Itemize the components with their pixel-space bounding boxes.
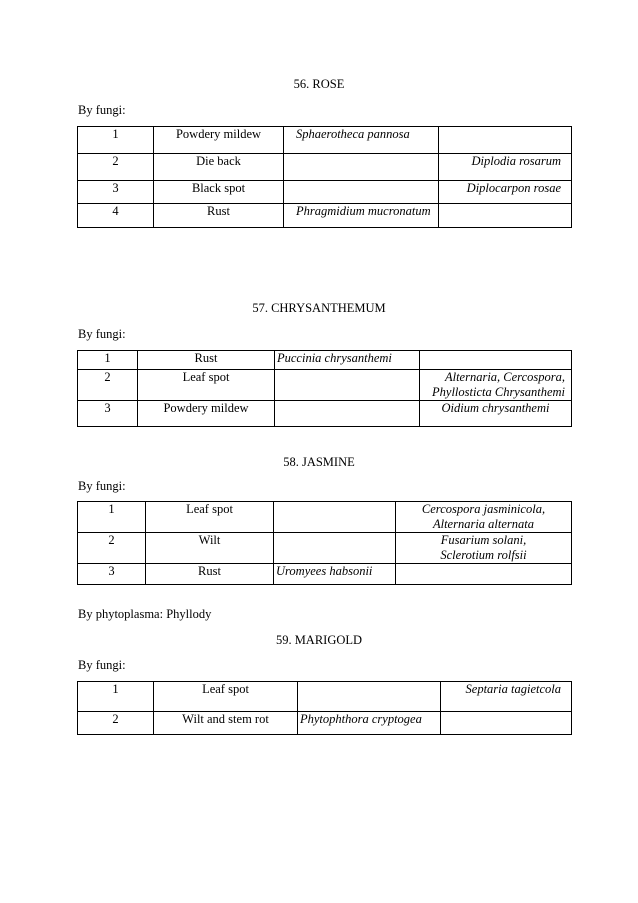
disease-name: Wilt (146, 533, 274, 564)
pathogen-name (284, 181, 439, 204)
table-row (78, 502, 572, 533)
table-row (78, 204, 572, 228)
row-number: 1 (78, 351, 138, 370)
disease-name: Rust (146, 564, 274, 585)
pathogen-name (439, 127, 572, 154)
pathogen-name: Alternaria, Cercospora, (444, 370, 565, 384)
pathogen-name: Sclerotium rolfsii (440, 548, 527, 562)
marigold-disease-table (77, 681, 572, 735)
pathogen-name (274, 502, 396, 533)
pathogen-name: Oidium chrysanthemi (420, 401, 572, 427)
pathogen-name: Septaria tagietcola (441, 682, 572, 712)
pathogen-name: Sphaerotheca pannosa (284, 127, 439, 154)
pathogen-name: Puccinia chrysanthemi (275, 351, 420, 370)
row-number: 2 (78, 370, 138, 401)
section-heading-marigold: 59. MARIGOLD (275, 633, 363, 647)
by-fungi-label-marigold: By fungi: (78, 658, 126, 672)
by-phytoplasma-label: By phytoplasma: Phyllody (78, 607, 212, 621)
row-number: 2 (78, 533, 146, 564)
pathogen-name: Phragmidium mucronatum (284, 204, 439, 228)
pathogen-name: Phyllosticta Chrysanthemi (432, 385, 565, 399)
section-heading-jasmine: 58. JASMINE (283, 455, 355, 469)
pathogen-name: Phytophthora cryptogea (298, 712, 441, 735)
pathogen-name (274, 533, 396, 564)
disease-name: Powdery mildew (138, 401, 275, 427)
by-fungi-label-jasmine: By fungi: (78, 479, 126, 493)
table-row (78, 564, 572, 585)
pathogen-name (275, 370, 420, 401)
row-number: 4 (78, 204, 154, 228)
pathogen-name: Alternaria alternata (432, 517, 535, 531)
disease-name: Leaf spot (146, 502, 274, 533)
pathogen-name: Diplodia rosarum (439, 154, 572, 181)
row-number: 3 (78, 401, 138, 427)
section-heading-rose: 56. ROSE (293, 77, 345, 91)
row-number: 1 (78, 502, 146, 533)
disease-name: Black spot (154, 181, 284, 204)
rose-disease-table (77, 126, 572, 228)
disease-name: Powdery mildew (154, 127, 284, 154)
pathogen-name (275, 401, 420, 427)
disease-name: Die back (154, 154, 284, 181)
row-number: 1 (78, 127, 154, 154)
row-number: 2 (78, 712, 154, 735)
pathogen-name (439, 204, 572, 228)
chrysanthemum-disease-table (77, 350, 572, 427)
pathogen-name (420, 351, 572, 370)
pathogen-name: Uromyees habsonii (274, 564, 396, 585)
pathogen-name (396, 564, 572, 585)
disease-name: Leaf spot (154, 682, 298, 712)
disease-name: Leaf spot (138, 370, 275, 401)
section-heading-chrysanthemum: 57. CHRYSANTHEMUM (252, 301, 386, 315)
row-number: 1 (78, 682, 154, 712)
disease-name: Rust (154, 204, 284, 228)
pathogen-name: Fusarium solani, (440, 533, 527, 547)
pathogen-name-cell (396, 533, 572, 564)
by-fungi-label-rose: By fungi: (78, 103, 126, 117)
pathogen-name (284, 154, 439, 181)
table-row (78, 401, 572, 427)
table-row (78, 181, 572, 204)
table-row (78, 154, 572, 181)
jasmine-disease-table (77, 501, 572, 585)
pathogen-name: Diplocarpon rosae (439, 181, 572, 204)
pathogen-name-cell (396, 502, 572, 533)
table-row (78, 682, 572, 712)
pathogen-name (298, 682, 441, 712)
row-number: 3 (78, 564, 146, 585)
table-row (78, 712, 572, 735)
table-row (78, 370, 572, 401)
row-number: 3 (78, 181, 154, 204)
pathogen-name-cell (420, 370, 572, 401)
disease-name: Wilt and stem rot (154, 712, 298, 735)
by-fungi-label-chrysanthemum: By fungi: (78, 327, 126, 341)
table-row (78, 533, 572, 564)
disease-name: Rust (138, 351, 275, 370)
pathogen-name (441, 712, 572, 735)
row-number: 2 (78, 154, 154, 181)
pathogen-name: Cercospora jasminicola, (421, 502, 546, 516)
table-row (78, 351, 572, 370)
table-row (78, 127, 572, 154)
